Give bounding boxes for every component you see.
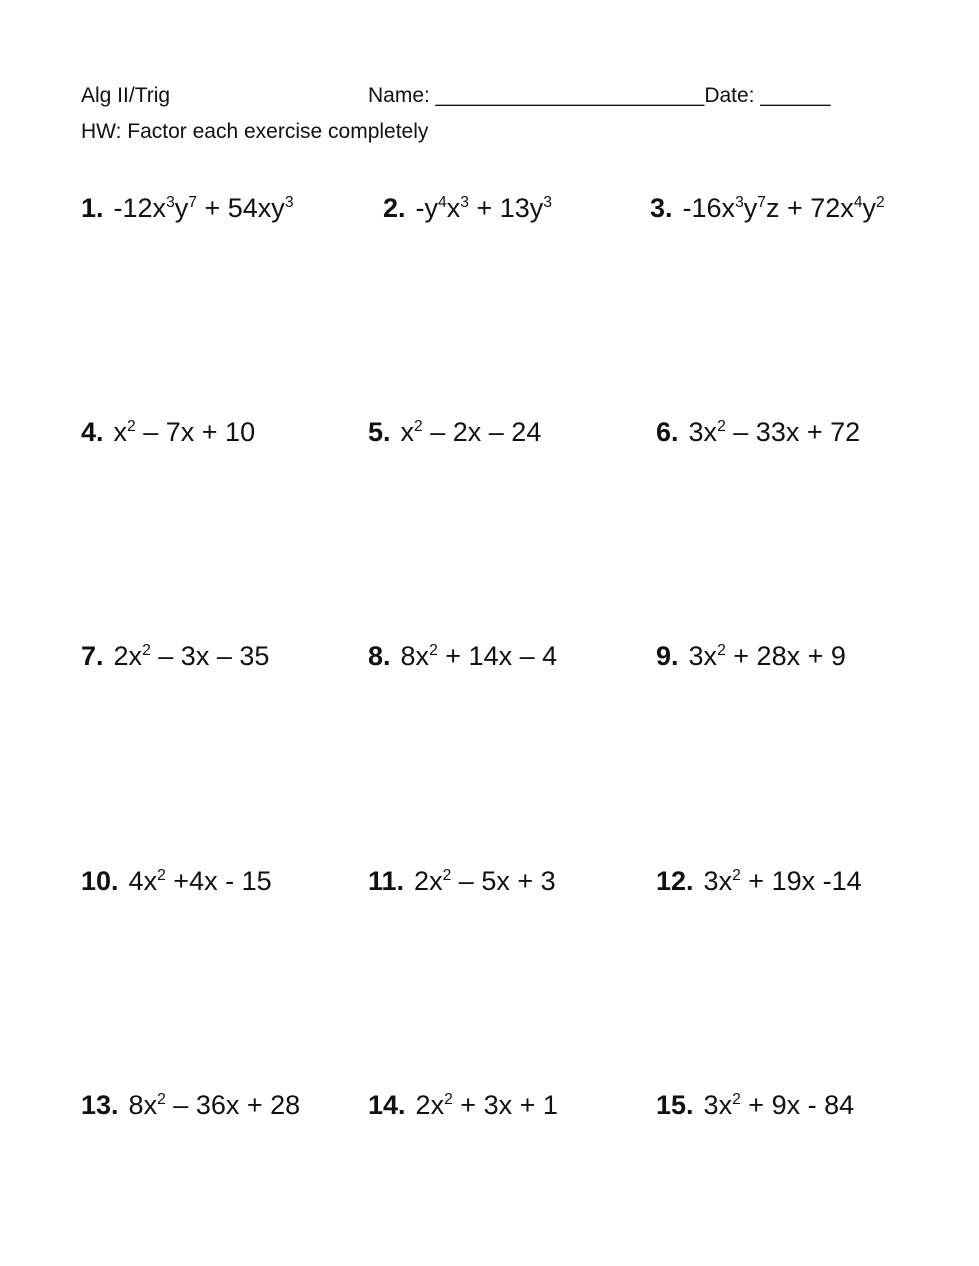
term: + 9x - 84 bbox=[740, 1090, 855, 1120]
term: x bbox=[113, 417, 128, 447]
exponent: 2 bbox=[157, 867, 166, 884]
problem-5 bbox=[368, 417, 541, 448]
term: y bbox=[743, 193, 758, 223]
term: + 14x – 4 bbox=[437, 641, 558, 671]
term: z + 72x bbox=[766, 193, 854, 223]
exponent: 3 bbox=[543, 194, 552, 211]
exponent: 2 bbox=[717, 418, 726, 435]
problem-11 bbox=[368, 866, 556, 897]
term: + 54xy bbox=[197, 193, 285, 223]
problem-expression bbox=[689, 417, 861, 447]
problem-number: 6. bbox=[656, 417, 679, 447]
problem-expression bbox=[416, 1090, 558, 1120]
exponent: 2 bbox=[127, 418, 136, 435]
exponent: 7 bbox=[757, 194, 766, 211]
problem-expression bbox=[689, 641, 846, 671]
problem-expression bbox=[704, 1090, 855, 1120]
term: – 5x + 3 bbox=[451, 866, 556, 896]
term: 2x bbox=[414, 866, 443, 896]
term: – 3x – 35 bbox=[150, 641, 270, 671]
exponent: 3 bbox=[460, 194, 469, 211]
problem-expression bbox=[704, 866, 862, 896]
problem-expression bbox=[114, 193, 294, 223]
problem-8 bbox=[368, 641, 557, 672]
problem-number: 9. bbox=[656, 641, 679, 671]
problem-number: 11. bbox=[368, 866, 405, 896]
term: – 7x + 10 bbox=[135, 417, 256, 447]
term: + 3x + 1 bbox=[452, 1090, 558, 1120]
problem-number: 13. bbox=[81, 1090, 119, 1120]
exponent: 4 bbox=[438, 194, 447, 211]
problem-expression bbox=[416, 193, 552, 223]
problem-expression bbox=[129, 866, 272, 896]
problem-expression bbox=[114, 641, 270, 671]
term: y bbox=[174, 193, 189, 223]
problem-number: 1. bbox=[81, 193, 104, 223]
problem-15 bbox=[656, 1090, 854, 1121]
exponent: 3 bbox=[735, 194, 744, 211]
exponent: 4 bbox=[853, 194, 863, 211]
problem-number: 3. bbox=[650, 193, 673, 223]
term: – 2x – 24 bbox=[422, 417, 542, 447]
term: -y bbox=[415, 193, 439, 223]
exponent: 7 bbox=[188, 194, 197, 211]
term: 8x bbox=[128, 1090, 158, 1120]
problem-13 bbox=[81, 1090, 300, 1121]
problem-3 bbox=[650, 193, 885, 224]
exponent: 3 bbox=[166, 194, 175, 211]
problem-expression bbox=[401, 417, 542, 447]
problem-number: 5. bbox=[368, 417, 391, 447]
problem-4 bbox=[81, 417, 255, 448]
exponent: 2 bbox=[732, 867, 741, 884]
problem-2 bbox=[383, 193, 552, 224]
term: 8x bbox=[400, 641, 430, 671]
problem-number: 10. bbox=[81, 866, 119, 896]
exponent: 2 bbox=[157, 1091, 166, 1108]
exponent: 2 bbox=[142, 642, 151, 659]
term: 3x bbox=[688, 417, 718, 447]
problem-expression bbox=[114, 417, 256, 447]
problem-expression bbox=[414, 866, 556, 896]
name-field bbox=[368, 84, 830, 108]
term: -12x bbox=[113, 193, 167, 223]
term: 3x bbox=[703, 1090, 733, 1120]
exponent: 2 bbox=[717, 642, 726, 659]
problem-12 bbox=[656, 866, 862, 897]
name-label: Name: _______________________ bbox=[368, 84, 705, 107]
term: -16x bbox=[682, 193, 736, 223]
exponent: 3 bbox=[284, 194, 294, 211]
problem-number: 2. bbox=[383, 193, 406, 223]
problem-expression bbox=[401, 641, 558, 671]
exponent: 2 bbox=[429, 642, 438, 659]
term: + 28x + 9 bbox=[725, 641, 846, 671]
term: 2x bbox=[415, 1090, 445, 1120]
term: 4x bbox=[128, 866, 158, 896]
term: + 13y bbox=[468, 193, 544, 223]
term: 2x bbox=[113, 641, 143, 671]
problem-7 bbox=[81, 641, 269, 672]
date-label: Date: ______ bbox=[704, 84, 831, 107]
problem-number: 8. bbox=[368, 641, 391, 671]
term: +4x - 15 bbox=[165, 866, 272, 896]
instructions: HW: Factor each exercise completely bbox=[81, 120, 429, 143]
exponent: 2 bbox=[444, 1091, 453, 1108]
term: x bbox=[446, 193, 461, 223]
term: – 36x + 28 bbox=[165, 1090, 301, 1120]
term: – 33x + 72 bbox=[725, 417, 861, 447]
problem-number: 12. bbox=[656, 866, 694, 896]
problem-expression bbox=[683, 193, 885, 223]
term: + 19x -14 bbox=[740, 866, 862, 896]
problem-number: 7. bbox=[81, 641, 104, 671]
problem-number: 14. bbox=[368, 1090, 406, 1120]
exponent: 2 bbox=[732, 1091, 741, 1108]
term: 3x bbox=[688, 641, 718, 671]
problem-1 bbox=[81, 193, 294, 224]
problem-expression bbox=[129, 1090, 301, 1120]
problem-14 bbox=[368, 1090, 558, 1121]
problem-10 bbox=[81, 866, 272, 897]
problem-9 bbox=[656, 641, 846, 672]
course-title: Alg II/Trig bbox=[81, 84, 171, 107]
problem-6 bbox=[656, 417, 860, 448]
exponent: 2 bbox=[876, 194, 885, 211]
problem-number: 4. bbox=[81, 417, 104, 447]
term: y bbox=[862, 193, 877, 223]
term: 3x bbox=[703, 866, 733, 896]
problem-number: 15. bbox=[656, 1090, 694, 1120]
term: x bbox=[400, 417, 415, 447]
exponent: 2 bbox=[442, 867, 452, 884]
exponent: 2 bbox=[414, 418, 423, 435]
